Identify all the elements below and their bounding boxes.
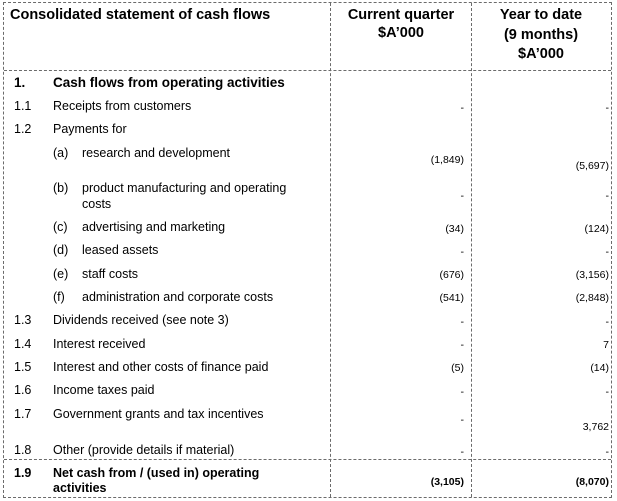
sub-item-label: advertising and marketing — [82, 220, 226, 234]
value-year-to-date: (5,697) — [575, 160, 609, 172]
sub-item-label: leased assets — [82, 243, 159, 257]
row-number: 1.7 — [14, 407, 32, 421]
value-year-to-date: 7 — [603, 339, 609, 351]
row-number: 1.4 — [14, 337, 32, 351]
value-current-quarter: - — [460, 246, 464, 258]
sub-item-letter: (f) — [53, 290, 65, 304]
total-divider — [4, 459, 611, 460]
value-current-quarter: - — [460, 102, 464, 114]
value-current-quarter: (1,849) — [430, 154, 464, 166]
sub-item-letter: (e) — [53, 267, 69, 281]
value-current-quarter: - — [460, 386, 464, 398]
sub-item-label: administration and corporate costs — [82, 290, 274, 304]
col-header-current-quarter — [331, 6, 471, 42]
sub-item-label: research and development — [82, 146, 231, 160]
value-current-quarter: - — [460, 446, 464, 458]
value-year-to-date: 3,762 — [582, 421, 609, 433]
row-label: Receipts from customers — [53, 99, 192, 113]
value-current-quarter: (5) — [451, 362, 464, 374]
total-row-number: 1.9 — [14, 466, 32, 480]
sub-item-letter: (c) — [53, 220, 68, 234]
value-year-to-date: (14) — [590, 362, 609, 374]
row-label: Payments for — [53, 122, 127, 136]
value-year-to-date: - — [605, 386, 609, 398]
sub-item-label-line1: product manufacturing and operating — [82, 181, 287, 195]
section-title: Cash flows from operating activities — [53, 75, 285, 90]
value-current-quarter: (676) — [439, 269, 464, 281]
header-divider — [4, 70, 611, 71]
column-divider-year-to-date — [471, 3, 472, 497]
col-header-current-quarter-line1: Current quarter — [347, 7, 455, 23]
row-label: Income taxes paid — [53, 383, 155, 397]
row-number: 1.2 — [14, 122, 32, 136]
value-year-to-date: (3,156) — [575, 269, 609, 281]
sub-item-letter: (d) — [53, 243, 69, 257]
value-current-quarter: - — [460, 316, 464, 328]
row-label: Dividends received (see note 3) — [53, 313, 229, 327]
row-number: 1.1 — [14, 99, 32, 113]
value-current-quarter: (541) — [439, 292, 464, 304]
row-number: 1.3 — [14, 313, 32, 327]
table-title: Consolidated statement of cash flows — [10, 7, 271, 23]
row-number: 1.5 — [14, 360, 32, 374]
row-number: 1.6 — [14, 383, 32, 397]
sub-item-label: staff costs — [82, 267, 139, 281]
sub-item-letter: (b) — [53, 181, 69, 195]
total-current-quarter: (3,105) — [430, 476, 464, 488]
row-label: Interest received — [53, 337, 146, 351]
row-label: Interest and other costs of finance paid — [53, 360, 269, 374]
row-label: Other (provide details if material) — [53, 443, 235, 457]
value-current-quarter: - — [460, 414, 464, 426]
value-year-to-date: (2,848) — [575, 292, 609, 304]
column-divider-current-quarter — [330, 3, 331, 497]
row-label: Government grants and tax incentives — [53, 407, 264, 421]
value-year-to-date: (124) — [584, 223, 609, 235]
value-year-to-date: - — [605, 246, 609, 258]
value-year-to-date: - — [605, 102, 609, 114]
col-header-year-to-date — [472, 6, 610, 65]
value-year-to-date: - — [605, 446, 609, 458]
col-header-current-quarter-line2: $A’000 — [378, 25, 424, 41]
total-year-to-date: (8,070) — [575, 476, 609, 488]
value-current-quarter: - — [460, 190, 464, 202]
row-number: 1.8 — [14, 443, 32, 457]
value-current-quarter: - — [460, 339, 464, 351]
col-header-ytd-line1: Year to date — [499, 7, 583, 23]
section-number: 1. — [14, 75, 26, 90]
total-row-label-line1: Net cash from / (used in) operating — [53, 466, 260, 480]
value-current-quarter: (34) — [445, 223, 464, 235]
col-header-ytd-line3: $A’000 — [518, 46, 564, 62]
value-year-to-date: - — [605, 190, 609, 202]
total-row-label-line2: activities — [53, 481, 107, 495]
value-year-to-date: - — [605, 316, 609, 328]
col-header-ytd-line2: (9 months) — [503, 26, 579, 43]
sub-item-letter: (a) — [53, 146, 69, 160]
sub-item-label-line2: costs — [82, 197, 112, 211]
